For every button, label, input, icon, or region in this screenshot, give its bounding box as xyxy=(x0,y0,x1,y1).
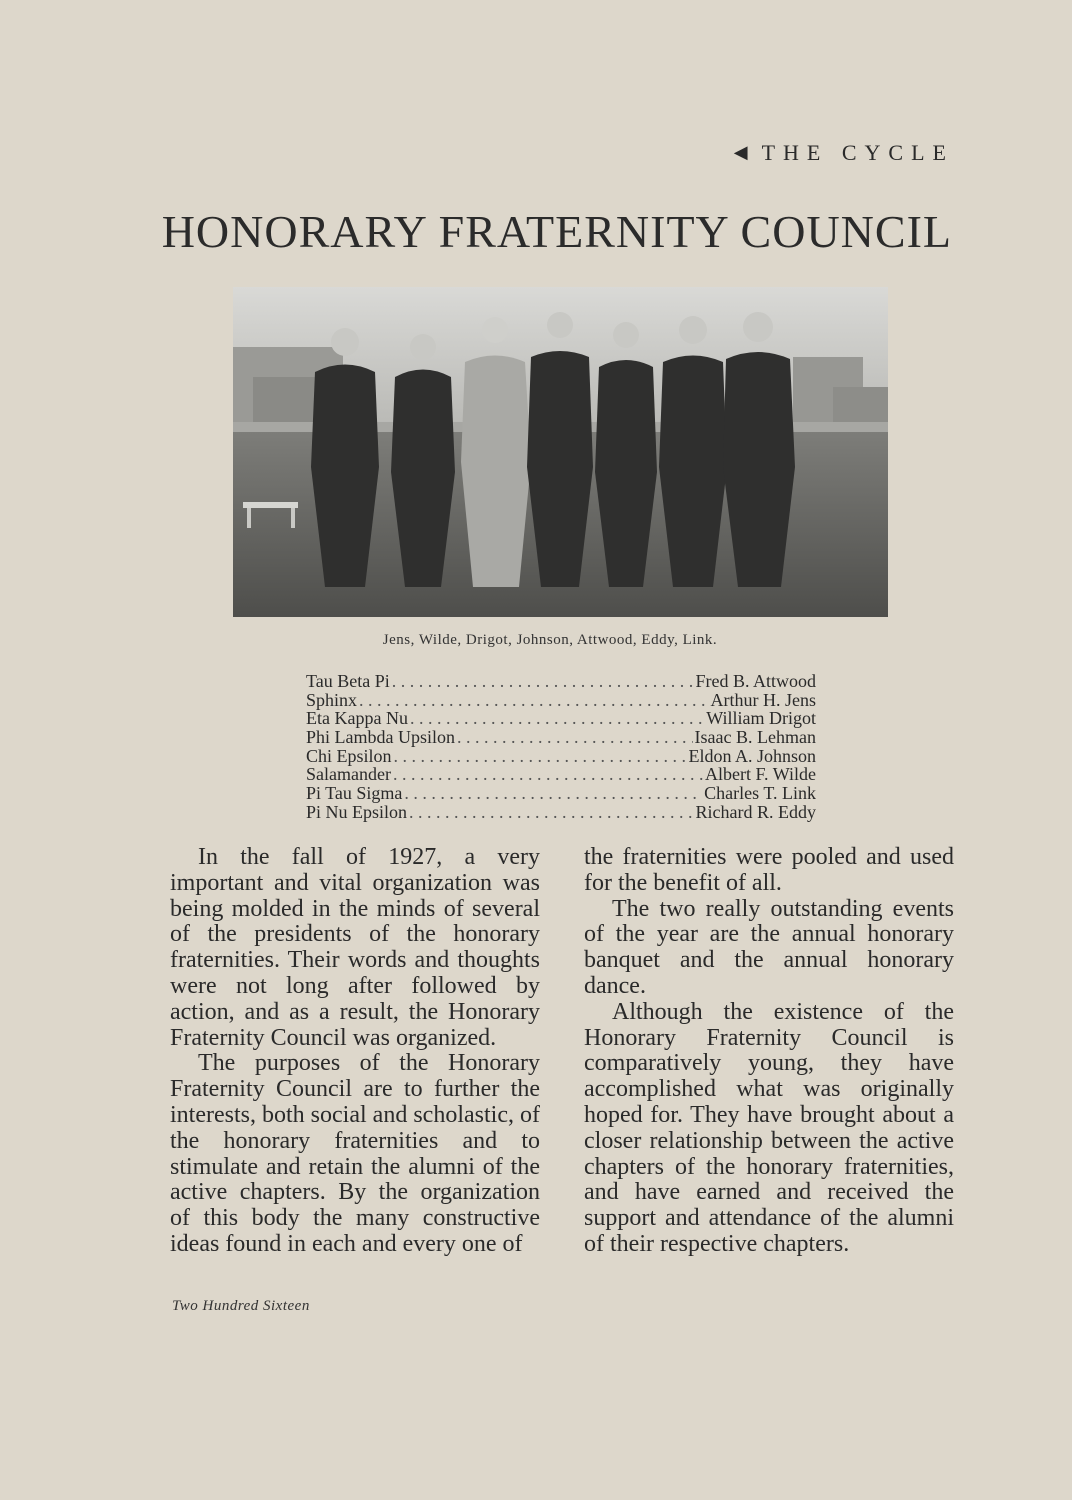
member-name: Charles T. Link xyxy=(704,783,816,804)
running-head-text: THE CYCLE xyxy=(761,140,954,165)
body-paragraph: The two really outstanding events of the year are the annual honorary banquet and the annual honorary dance. xyxy=(584,895,954,999)
member-name: William Drigot xyxy=(706,708,816,729)
fraternity-name: Tau Beta Pi xyxy=(306,671,390,691)
fraternity-name: Pi Tau Sigma xyxy=(306,783,403,804)
member-name: Eldon A. Johnson xyxy=(688,745,816,766)
dot-leader xyxy=(457,728,693,747)
roster-row xyxy=(306,784,816,803)
group-photo xyxy=(233,287,888,617)
dot-leader xyxy=(410,709,704,728)
body-paragraph: Although the existence of the Honorary Fraternity Council is comparatively young, they have accomplished what was originally hoped for. They have brought about a closer relationship between the active chapters of the honorary fraternities, and have earned and received the support and attendance of the alumni of their respective chapters. xyxy=(584,998,954,1257)
body-paragraph-continuation: the fraternities were pooled and used for the benefit of all. xyxy=(584,844,954,896)
body-column-right xyxy=(584,845,954,1258)
roster-row xyxy=(306,672,816,691)
roster-row xyxy=(306,803,816,822)
photo-caption: Jens, Wilde, Drigot, Johnson, Attwood, Eddy, Link. xyxy=(382,632,718,648)
left-triangle-icon: ◀ xyxy=(733,142,756,162)
body-column-left xyxy=(170,845,540,1258)
running-head xyxy=(734,140,954,166)
dot-leader xyxy=(404,784,702,803)
dot-leader xyxy=(359,691,708,710)
fraternity-name: Chi Epsilon xyxy=(306,745,392,766)
fraternity-name: Salamander xyxy=(306,764,391,785)
roster-row xyxy=(306,728,816,747)
page-title: HONORARY FRATERNITY COUNCIL xyxy=(161,206,952,257)
dot-leader xyxy=(394,747,687,766)
roster-list xyxy=(306,672,816,822)
member-name: Albert F. Wilde xyxy=(705,764,816,785)
fraternity-name: Eta Kappa Nu xyxy=(306,708,408,729)
member-name: Isaac B. Lehman xyxy=(694,727,816,748)
dot-leader xyxy=(392,672,694,691)
fraternity-name: Pi Nu Epsilon xyxy=(306,801,408,822)
roster-row xyxy=(306,709,816,728)
group-photo-illustration xyxy=(233,287,888,617)
dot-leader xyxy=(409,803,694,822)
fraternity-name: Phi Lambda Upsilon xyxy=(306,727,455,748)
page-folio: Two Hundred Sixteen xyxy=(172,1298,310,1314)
dot-leader xyxy=(393,765,703,784)
roster-row xyxy=(306,765,816,784)
member-name: Fred B. Attwood xyxy=(695,671,816,691)
member-name: Arthur H. Jens xyxy=(710,689,816,710)
fraternity-name: Sphinx xyxy=(306,689,358,710)
body-paragraph: In the fall of 1927, a very important and vital organization was being molded in the minds of several of the presidents of the honorary fraternities. Their words and thoughts were not long after followed by action, and as a result, the Honorary Fraternity Council was organized. xyxy=(170,844,540,1051)
roster-row xyxy=(306,691,816,710)
body-paragraph: The purposes of the Honorary Fraternity Council are to further the interests, both social and scholastic, of the honorary fraternities and to stimulate and retain the alumni of the active chapters. By the organization of this body the many constructive ideas found in each and every one of xyxy=(170,1050,540,1257)
roster-row xyxy=(306,747,816,766)
member-name: Richard R. Eddy xyxy=(695,801,816,822)
